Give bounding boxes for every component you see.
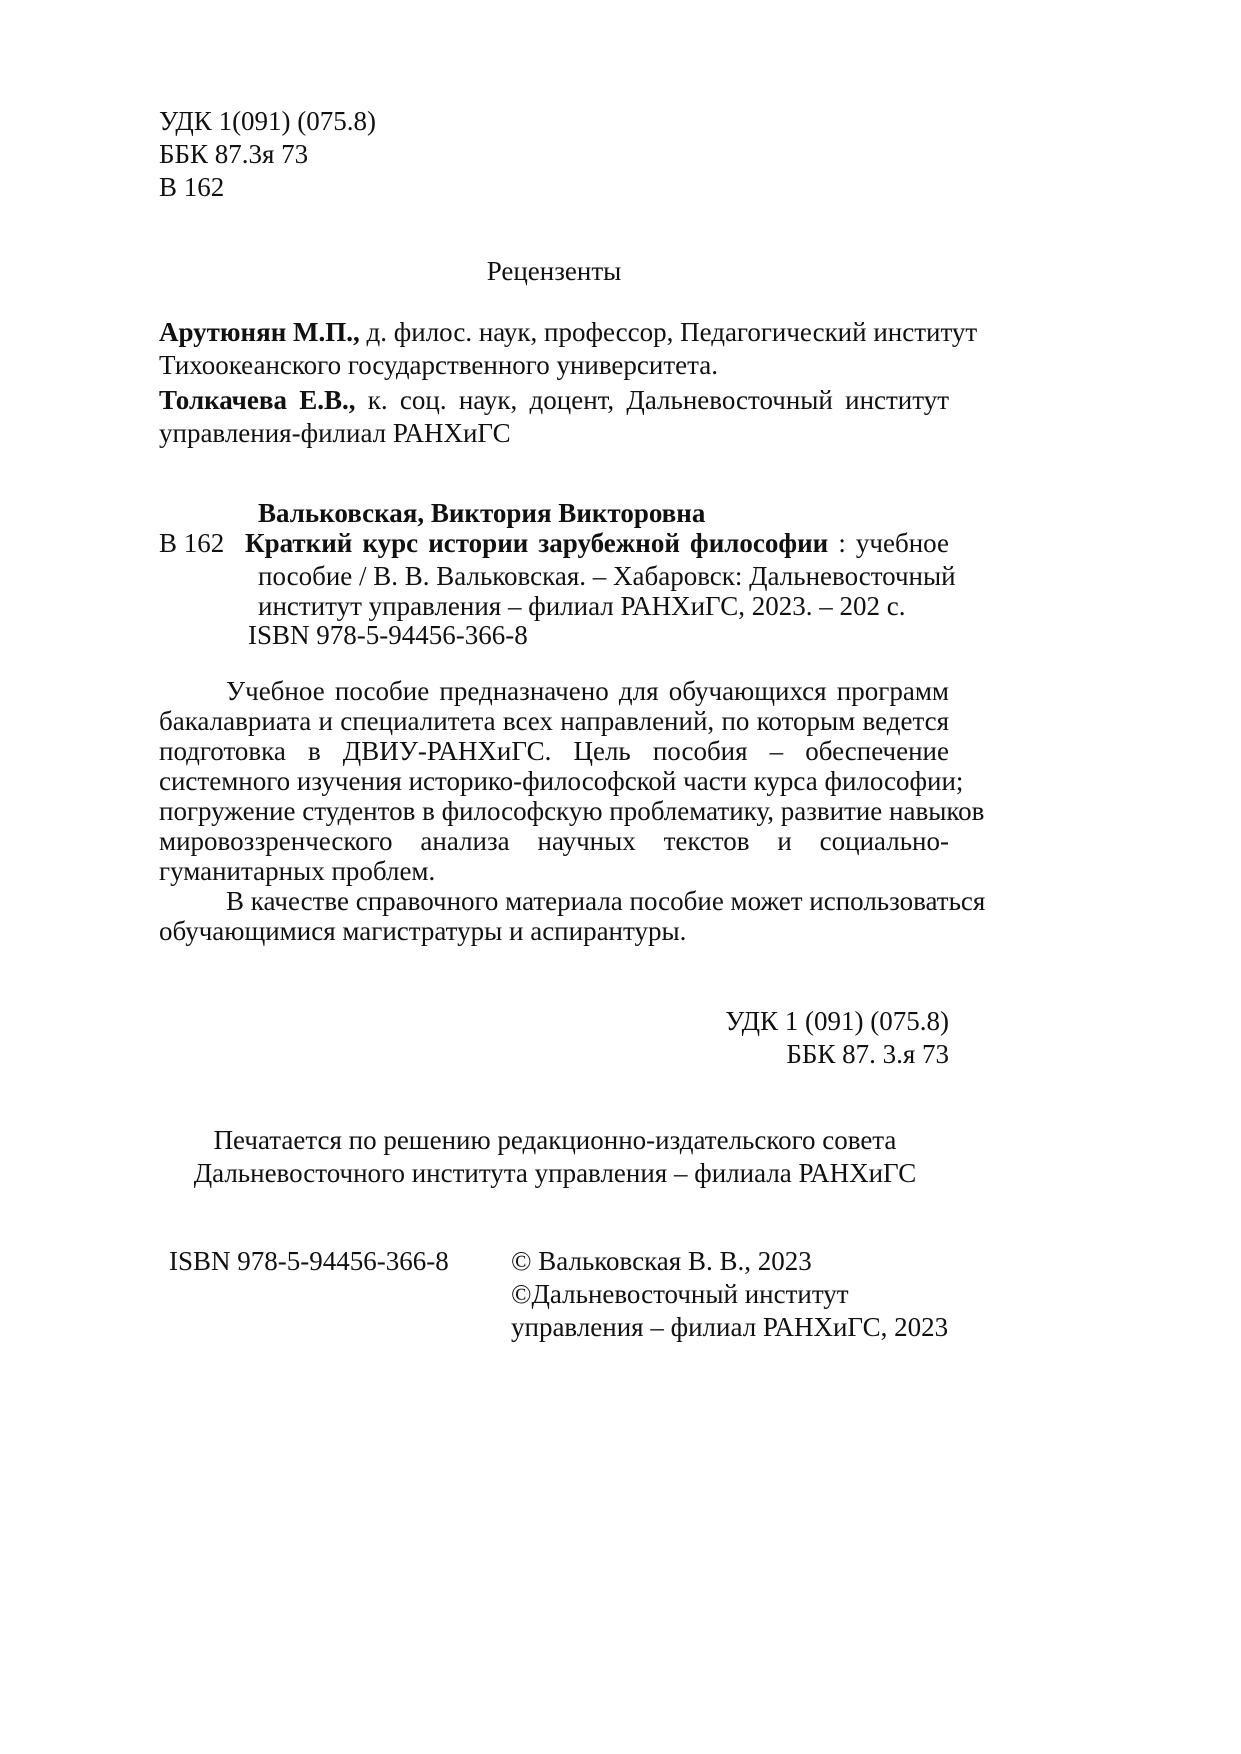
bib-author bbox=[258, 497, 958, 530]
reviewers-list bbox=[159, 316, 978, 450]
bbk-right: ББК 87. 3.я 73 bbox=[786, 1039, 949, 1069]
publication-note-line2: Дальневосточного института управления – филиала РАНХиГС bbox=[193, 1158, 917, 1188]
annotation-p1-l7: гуманитарных проблем. bbox=[159, 856, 436, 886]
copyright-institute-line1: ©Дальневосточный институт bbox=[511, 1279, 849, 1309]
reviewers-heading bbox=[159, 255, 949, 288]
annotation-p1-l6: мировоззренческого анализа научных текстов и социально- bbox=[159, 826, 949, 856]
reviewers-heading-text: Рецензенты bbox=[486, 256, 622, 286]
bib-record-cont bbox=[258, 560, 956, 593]
bib-title: Краткий курс истории зарубежной философии bbox=[245, 528, 829, 558]
classification-right bbox=[549, 1005, 949, 1071]
reviewer-1-line2: Тихоокеанского государственного университета. bbox=[159, 350, 718, 380]
bib-line2: пособие / В. В. Вальковская. – Хабаровск: Дальневосточный bbox=[258, 561, 956, 591]
bib-isbn-text: ISBN 978-5-94456-366-8 bbox=[248, 620, 528, 650]
publication-note-line1: Печатается по решению редакционно-издательского совета bbox=[213, 1125, 897, 1155]
reviewer-1-credentials: д. филос. наук, профессор, Педагогический институт bbox=[366, 317, 978, 347]
annotation-p2-l1: В качестве справочного материала пособие может использоваться bbox=[226, 886, 986, 916]
copyright-author: © Вальковская В. В., 2023 bbox=[511, 1246, 812, 1276]
bib-code bbox=[159, 527, 239, 560]
annotation-p1-l2: бакалавриата и специалитета всех направлений, по которым ведется bbox=[159, 706, 949, 736]
bib-record bbox=[245, 527, 949, 560]
annotation-p2-l2: обучающимися магистратуры и аспирантуры. bbox=[159, 916, 687, 946]
udk-code: УДК 1(091) (075.8) bbox=[159, 106, 377, 136]
bib-author-name: Вальковская, Виктория Викторовна bbox=[258, 498, 706, 528]
footer-isbn-text: ISBN 978-5-94456-366-8 bbox=[169, 1246, 449, 1276]
author-mark: В 162 bbox=[159, 172, 225, 202]
footer-copyright bbox=[511, 1245, 971, 1344]
bib-code-text: В 162 bbox=[159, 528, 225, 558]
copyright-institute-line2: управления – филиал РАНХиГС, 2023 bbox=[511, 1312, 949, 1342]
reviewer-2-line2: управления-филиал РАНХиГС bbox=[159, 418, 511, 448]
reviewer-2-credentials: к. соц. наук, доцент, Дальневосточный институт bbox=[367, 385, 950, 415]
reviewer-2-line1 bbox=[159, 384, 949, 417]
bib-title-line bbox=[245, 527, 949, 560]
bib-title-rest: : учебное bbox=[838, 528, 949, 558]
classification-block bbox=[159, 105, 559, 204]
publication-note bbox=[140, 1124, 970, 1190]
reviewer-1-line1 bbox=[159, 316, 978, 349]
bib-isbn bbox=[248, 619, 939, 652]
bib-line3: институт управления – филиал РАНХиГС, 2023. – 202 с. bbox=[258, 591, 906, 621]
footer-isbn bbox=[169, 1245, 489, 1278]
annotation-p1-l5: погружение студентов в философскую проблематику, развитие навыков bbox=[159, 796, 985, 826]
annotation bbox=[159, 676, 986, 946]
annotation-p1-l3: подготовка в ДВИУ-РАНХиГС. Цель пособия – обеспечение bbox=[159, 736, 949, 766]
reviewer-2-name: Толкачева Е.В., bbox=[159, 385, 356, 415]
annotation-p1-l4: системного изучения историко-философской части курса философии; bbox=[159, 766, 964, 796]
reviewer-1-name: Арутюнян М.П., bbox=[159, 317, 360, 347]
udk-right: УДК 1 (091) (075.8) bbox=[725, 1006, 949, 1036]
annotation-p1-l1: Учебное пособие предназначено для обучающихся программ bbox=[226, 676, 949, 706]
bbk-code: ББК 87.3я 73 bbox=[159, 139, 309, 169]
